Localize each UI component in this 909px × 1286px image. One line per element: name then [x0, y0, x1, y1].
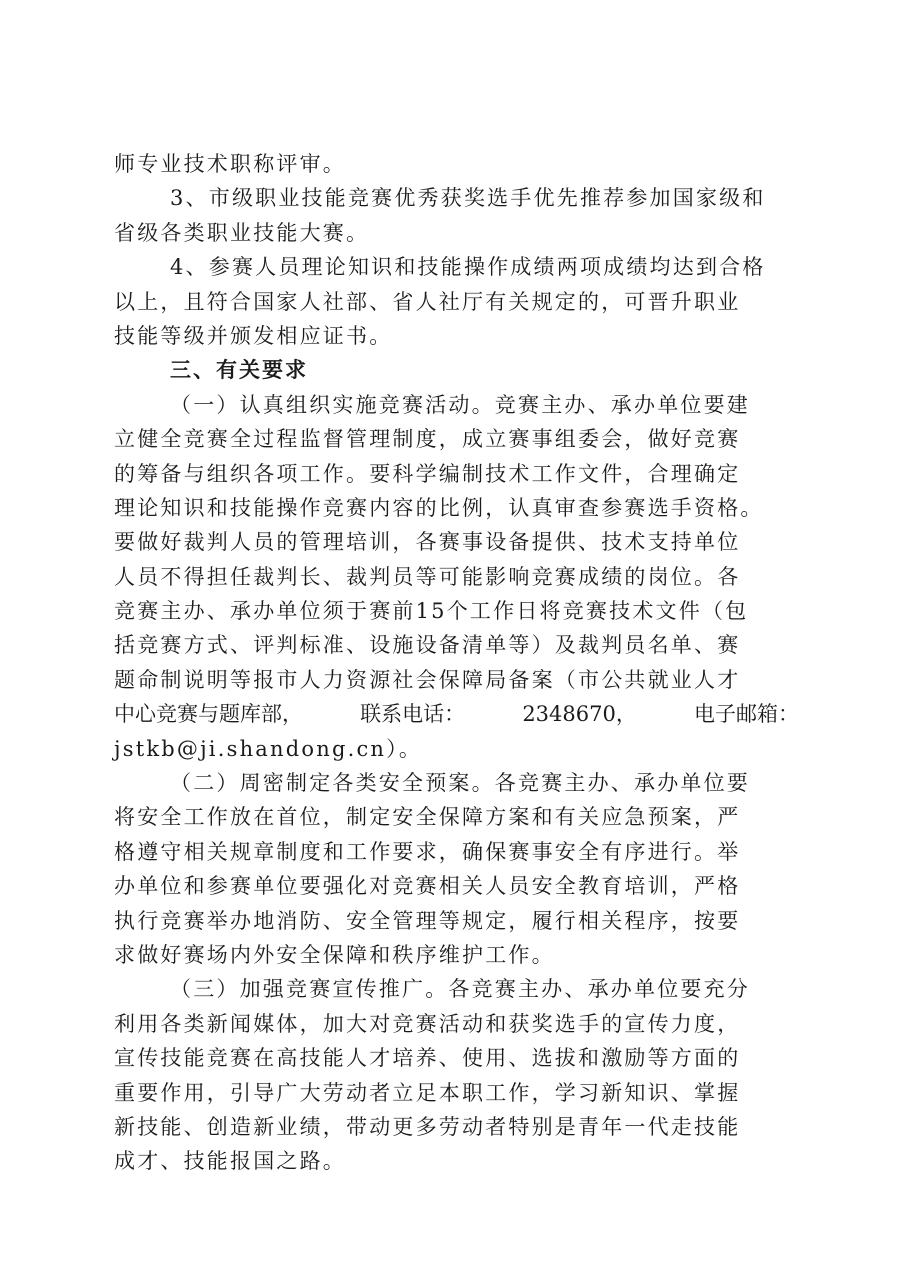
paragraph-line: 理论知识和技能操作竞赛内容的比例，认真审查参赛选手资格。: [114, 495, 764, 520]
contact-email-label: 电子邮箱：: [694, 702, 799, 727]
section-heading: 三、有关要求: [170, 358, 308, 383]
paragraph-line: （三）加强竞赛宣传推广。各竞赛主办、承办单位要充分: [170, 977, 750, 1002]
paragraph-line: 利用各类新闻媒体，加大对竞赛活动和获奖选手的宣传力度，: [114, 1011, 741, 1036]
paragraph-line: 新技能、创造新业绩，带动更多劳动者特别是青年一代走技能: [114, 1114, 741, 1139]
paragraph-line: 求做好赛场内外安全保障和秩序维护工作。: [114, 942, 555, 967]
paragraph-line: 技能等级并颁发相应证书。: [114, 323, 393, 348]
contact-dept: 中心竞赛与题库部，: [114, 702, 303, 727]
paragraph-line: 括竞赛方式、评判标准、设施设备清单等）及裁判员名单、赛: [114, 633, 741, 658]
contact-phone-number: 2348670，: [522, 702, 637, 727]
paragraph-line: 师专业技术职称评审。: [114, 152, 346, 176]
paragraph-line: 办单位和参赛单位要强化对竞赛相关人员安全教育培训，严格: [114, 874, 741, 899]
paragraph-line: 宣传技能竞赛在高技能人才培养、使用、选拔和激励等方面的: [114, 1046, 741, 1071]
paragraph-line: 人员不得担任裁判长、裁判员等可能影响竞赛成绩的岗位。各: [114, 564, 741, 589]
paragraph-line: 3、市级职业技能竞赛优秀获奖选手优先推荐参加国家级和: [170, 186, 766, 211]
contact-line: [114, 697, 799, 731]
paragraph-line: 执行竞赛举办地消防、安全管理等规定，履行相关程序，按要: [114, 908, 741, 933]
paragraph-line: 以上，且符合国家人社部、省人社厅有关规定的，可晋升职业: [114, 289, 741, 314]
paragraph-line: 成才、技能报国之路。: [114, 1149, 346, 1174]
paragraph-line: （一）认真组织实施竞赛活动。竞赛主办、承办单位要建: [170, 392, 750, 417]
paragraph-line: 4、参赛人员理论知识和技能操作成绩两项成绩均达到合格: [170, 255, 766, 280]
paragraph-line: 重要作用，引导广大劳动者立足本职工作，学习新知识、掌握: [114, 1080, 741, 1105]
paragraph-line: 立健全竞赛全过程监督管理制度，成立赛事组委会，做好竞赛: [114, 427, 741, 452]
contact-email: jstkb@ji.shandong.cn）。: [114, 736, 423, 761]
contact-phone-label: 联系电话：: [360, 702, 466, 727]
document-body: [114, 147, 799, 1179]
paragraph-line: 竞赛主办、承办单位须于赛前15个工作日将竞赛技术文件（包: [114, 599, 749, 624]
paragraph-line: 将安全工作放在首位，制定安全保障方案和有关应急预案，严: [114, 805, 741, 830]
paragraph-line: 题命制说明等报市人力资源社会保障局备案（市公共就业人才: [114, 667, 741, 692]
paragraph-line: 要做好裁判人员的管理培训，各赛事设备提供、技术支持单位: [114, 530, 741, 555]
paragraph-line: 的筹备与组织各项工作。要科学编制技术工作文件，合理确定: [114, 461, 741, 486]
paragraph-line: 格遵守相关规章制度和工作要求，确保赛事安全有序进行。举: [114, 839, 741, 864]
paragraph-line: （二）周密制定各类安全预案。各竞赛主办、承办单位要: [170, 771, 750, 796]
paragraph-line: 省级各类职业技能大赛。: [114, 220, 370, 245]
